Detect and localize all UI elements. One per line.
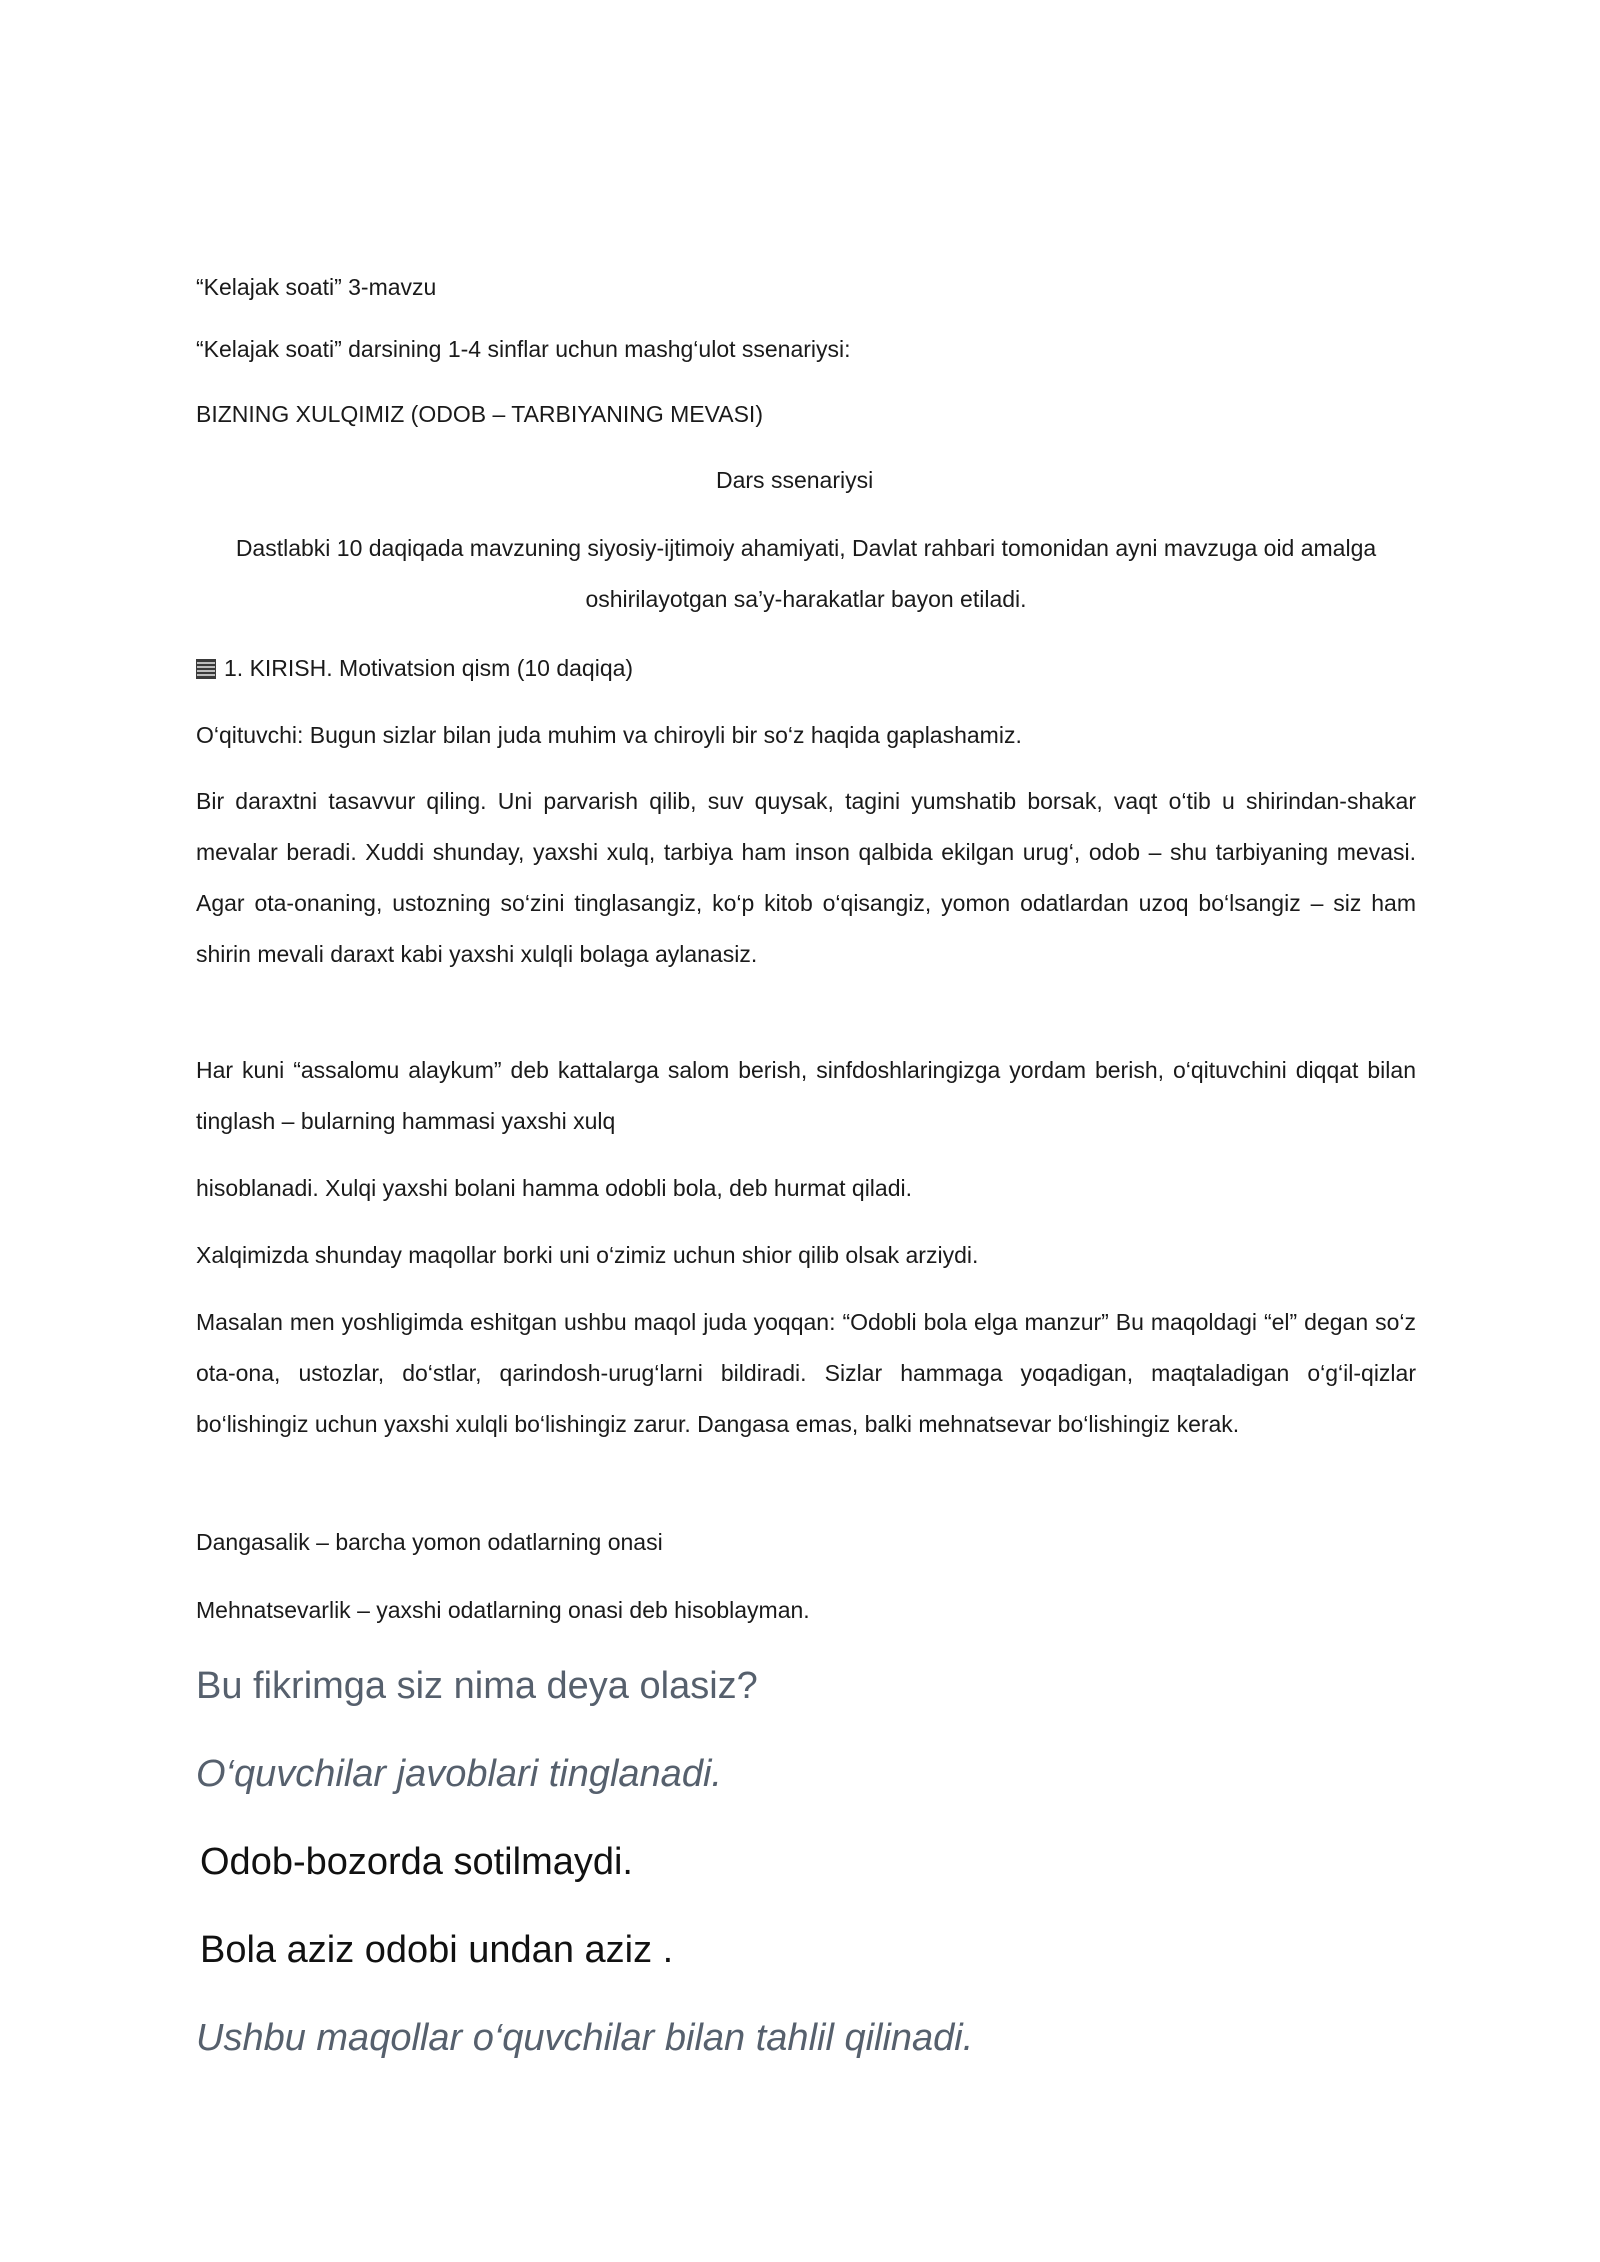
paragraph-7: Dangasalik – barcha yomon odatlarning onasi: [196, 1529, 663, 1555]
section-heading-text: 1. KIRISH. Motivatsion qism (10 daqiqa): [224, 655, 634, 681]
proverb-2: Bola aziz odobi undan aziz .: [200, 1929, 674, 1971]
note-proverbs-analysis: Ushbu maqollar o‘quvchilar bilan tahlil qilinadi.: [196, 2017, 974, 2059]
proverb-1: Odob-bozorda sotilmaydi.: [200, 1841, 633, 1883]
document-title: BIZNING XULQIMIZ (ODOB – TARBIYANING MEVASI): [196, 401, 763, 427]
table-icon: [196, 659, 216, 679]
intro-paragraph: Dastlabki 10 daqiqada mavzuning siyosiy-ijtimoiy ahamiyati, Davlat rahbari tomonidan ayni mavzuga oid amalga oshirilayotgan sa’y-harakatlar bayon etiladi.: [235, 535, 1377, 612]
note-students-answers: O‘quvchilar javoblari tinglanadi.: [196, 1753, 722, 1795]
question-heading: Bu fikrimga siz nima deya olasiz?: [196, 1665, 758, 1707]
scenario-line: “Kelajak soati” darsining 1-4 sinflar uchun mashg‘ulot ssenariysi:: [196, 336, 851, 362]
paragraph-1: O‘qituvchi: Bugun sizlar bilan juda muhim va chiroyli bir so‘z haqida gaplashamiz.: [196, 722, 1022, 748]
document-subtitle: Dars ssenariysi: [716, 467, 874, 493]
paragraph-2: Bir daraxtni tasavvur qiling. Uni parvarish qilib, suv quysak, tagini yumshatib borsak, vaqt o‘tib u shirindan-shakar mevalar beradi. Xuddi shunday, yaxshi xulq, tarbiya ham inson qalbida ekilgan urug‘, odob – shu tarbiyaning mevasi. Agar ota-onaning, ustozning so‘zini tinglasangiz, ko‘p kitob o‘qisangiz, yomon odatlardan uzoq bo‘lsangiz – siz ham shirin mevali daraxt kabi yaxshi xulqli bolaga aylanasiz.: [196, 788, 1416, 967]
paragraph-6: Masalan men yoshligimda eshitgan ushbu maqol juda yoqqan: “Odobli bola elga manzur” Bu maqoldagi “el” degan so‘z ota-ona, ustozlar, do‘stlar, qarindosh-urug‘larni bildiradi. Sizlar hammaga yoqadigan, maqtaladigan o‘g‘il-qizlar bo‘lishingiz uchun yaxshi xulqli bo‘lishingiz zarur. Dangasa emas, balki mehnatsevar bo‘lishingiz kerak.: [196, 1309, 1416, 1437]
paragraph-8: Mehnatsevarlik – yaxshi odatlarning onasi deb hisoblayman.: [196, 1597, 810, 1623]
paragraph-5: Xalqimizda shunday maqollar borki uni o‘zimiz uchun shior qilib olsak arziydi.: [196, 1242, 979, 1268]
section-heading: [196, 643, 1416, 694]
paragraph-3: Har kuni “assalomu alaykum” deb kattalarga salom berish, sinfdoshlaringizga yordam berish, o‘qituvchini diqqat bilan tinglash – bularning hammasi yaxshi xulq: [196, 1057, 1416, 1134]
paragraph-4: hisoblanadi. Xulqi yaxshi bolani hamma odobli bola, deb hurmat qiladi.: [196, 1175, 912, 1201]
topic-line: “Kelajak soati” 3-mavzu: [196, 274, 437, 300]
